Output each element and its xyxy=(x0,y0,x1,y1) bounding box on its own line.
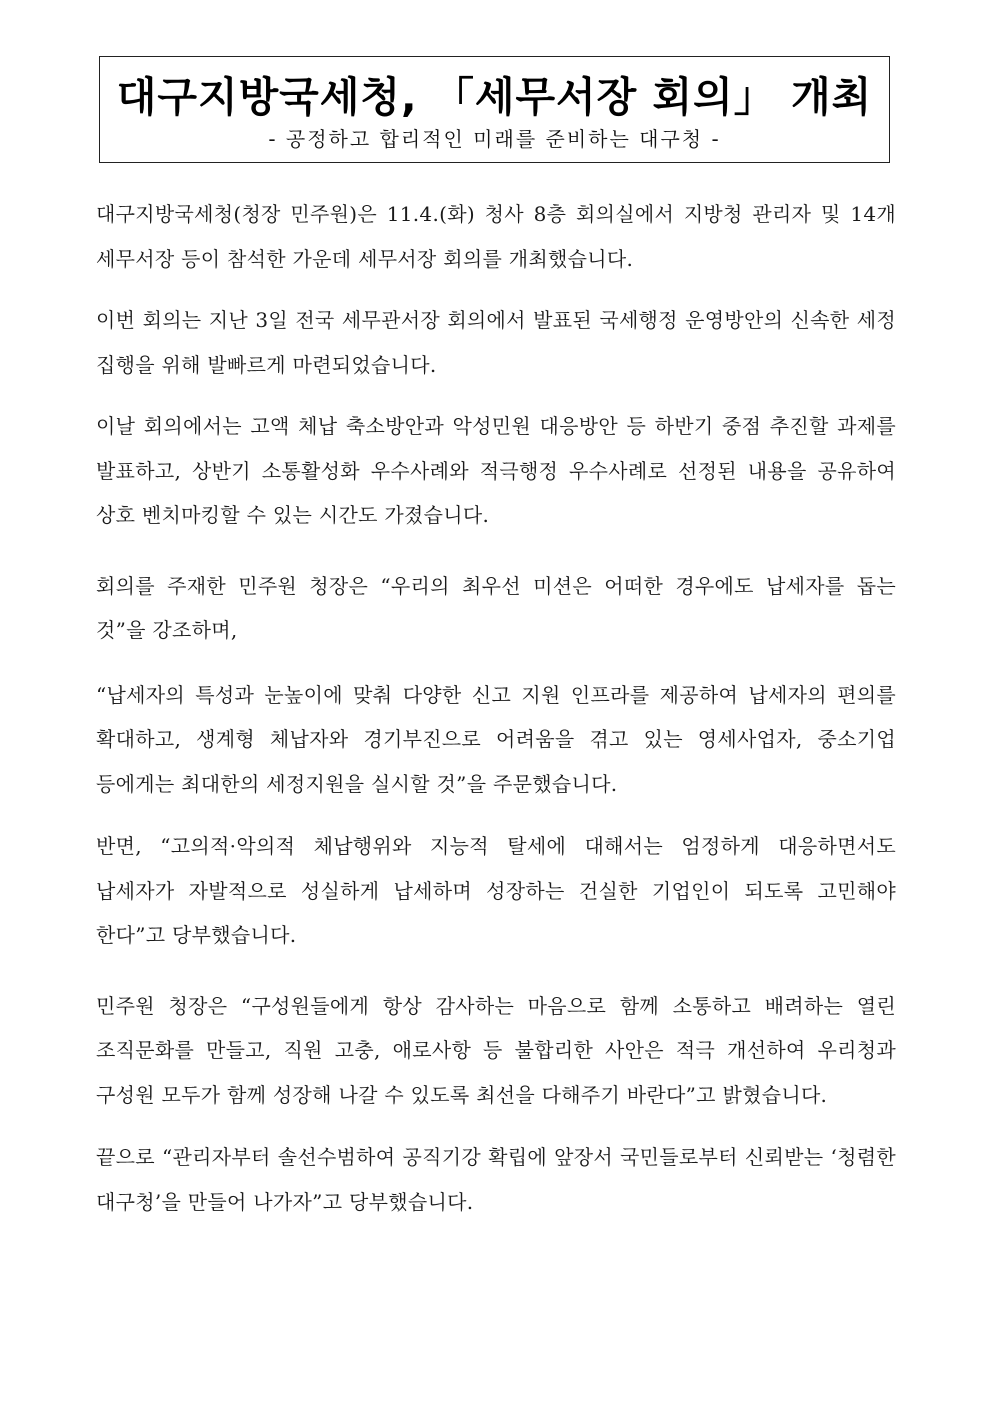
paragraph-commissioner-emphasis: 회의를 주재한 민주원 청장은 “우리의 최우선 미션은 어떠한 경우에도 납세자를 돕는 것”을 강조하며, xyxy=(96,573,896,642)
paragraph-closing-remarks: 끝으로 “관리자부터 솔선수범하여 공직기강 확립에 앞장서 국민들로부터 신뢰받는 ‘청렴한 대구청’을 만들어 나가자”고 당부했습니다. xyxy=(96,1145,896,1214)
paragraph-meeting-agenda: 이날 회의에서는 고액 체납 축소방안과 악성민원 대응방안 등 하반기 중점 추진할 과제를 발표하고, 상반기 소통활성화 우수사례와 적극행정 우수사례로 선정된 내용을 공유하여 상호 벤치마킹할 수 있는 시간도 가졌습니다. xyxy=(96,414,896,527)
paragraph-organizational-culture: 민주원 청장은 “구성원들에게 항상 감사하는 마음으로 함께 소통하고 배려하는 열린 조직문화를 만들고, 직원 고충, 애로사항 등 불합리한 사안은 적극 개선하여 우리청과 구성원 모두가 함께 성장해 나갈 수 있도록 최선을 다해주기 바란다”고 밝혔습니다. xyxy=(96,993,896,1107)
title-box xyxy=(99,56,890,163)
page-title: 대구지방국세청, 「세무서장 회의」 개최 xyxy=(116,73,873,121)
paragraph-strict-response: 반면, “고의적·악의적 체납행위와 지능적 탈세에 대해서는 엄정하게 대응하면서도 납세자가 자발적으로 성실하게 납세하며 성장하는 건실한 기업인이 되도록 고민해야 한다”고 당부했습니다. xyxy=(96,834,896,947)
paragraph-meeting-purpose: 이번 회의는 지난 3일 전국 세무관서장 회의에서 발표된 국세행정 운영방안의 신속한 세정 집행을 위해 발빠르게 마련되었습니다. xyxy=(96,308,896,377)
press-release-body xyxy=(96,192,896,1224)
paragraph-meeting-overview: 대구지방국세청(청장 민주원)은 11.4.(화) 청사 8층 회의실에서 지방청 관리자 및 14개 세무서장 등이 참석한 가운데 세무서장 회의를 개최했습니다. xyxy=(96,202,896,271)
paragraph-taxpayer-support: “납세자의 특성과 눈높이에 맞춰 다양한 신고 지원 인프라를 제공하여 납세자의 편의를 확대하고, 생계형 체납자와 경기부진으로 어려움을 겪고 있는 영세사업자, 중소기업 등에게는 최대한의 세정지원을 실시할 것”을 주문했습니다. xyxy=(96,682,896,796)
page-subtitle: - 공정하고 합리적인 미래를 준비하는 대구청 - xyxy=(268,127,721,151)
